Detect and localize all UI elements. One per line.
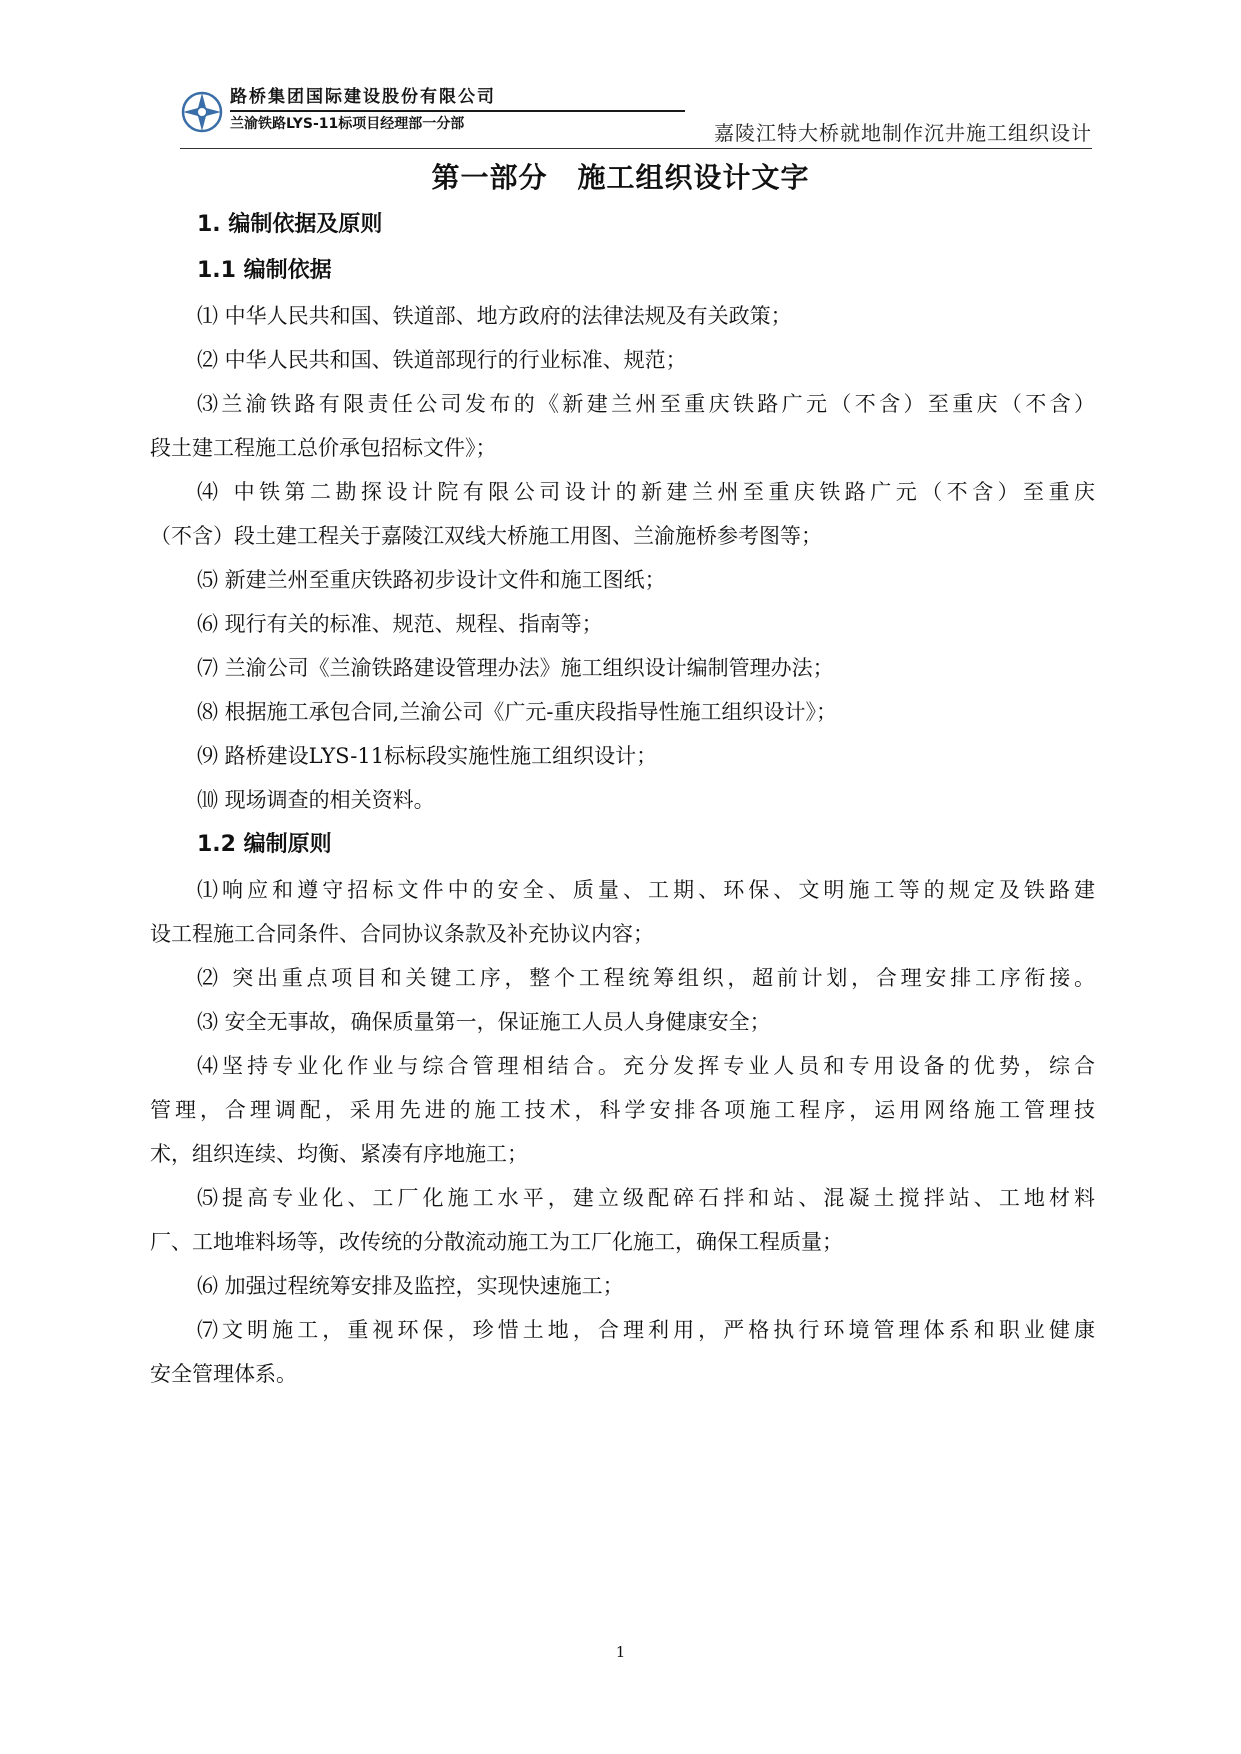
title-part: 第一部分 <box>431 161 548 194</box>
list-item-continuation: 厂、工地堆料场等，改传统的分散流动施工为工厂化施工，确保工程质量； <box>150 1230 843 1254</box>
company-block <box>230 84 685 136</box>
list-item: ⑺ 兰渝公司《兰渝铁路建设管理办法》施工组织设计编制管理办法； <box>197 656 834 680</box>
list-item: ⑹ 加强过程统筹安排及监控，实现快速施工； <box>197 1274 624 1298</box>
header-divider <box>180 148 1092 149</box>
list-item: ⑸ 新建兰州至重庆铁路初步设计文件和施工图纸； <box>197 568 666 592</box>
list-item: ⑴响应和遵守招标文件中的安全、质量、工期、环保、文明施工等的规定及铁路建 <box>197 878 1095 902</box>
subsection-heading: 1.1 编制依据 <box>197 258 332 283</box>
list-item: ⑸提高专业化、工厂化施工水平，建立级配碎石拌和站、混凝土搅拌站、工地材料 <box>197 1186 1095 1210</box>
list-item: ⑷ 中铁第二勘探设计院有限公司设计的新建兰州至重庆铁路广元（不含）至重庆 <box>197 480 1095 504</box>
list-item: ⑺文明施工，重视环保，珍惜土地，合理利用，严格执行环境管理体系和职业健康 <box>197 1318 1095 1342</box>
list-item-continuation: 段土建工程施工总价承包招标文件》； <box>150 436 497 460</box>
company-logo-icon <box>180 90 224 134</box>
subsection-heading: 1.2 编制原则 <box>197 832 332 857</box>
list-item: ⑶兰渝铁路有限责任公司发布的《新建兰州至重庆铁路广元（不含）至重庆（不含） <box>197 392 1095 416</box>
list-item-continuation: （不含）段土建工程关于嘉陵江双线大桥施工用图、兰渝施桥参考图等； <box>150 524 822 548</box>
list-item: ⑽ 现场调查的相关资料。 <box>197 788 435 812</box>
list-item: ⑴ 中华人民共和国、铁道部、地方政府的法律法规及有关政策； <box>197 304 792 328</box>
list-item: ⑵ 突出重点项目和关键工序，整个工程统筹组织，超前计划，合理安排工序衔接。 <box>197 966 1095 990</box>
list-item: ⑹ 现行有关的标准、规范、规程、指南等； <box>197 612 603 636</box>
list-item-continuation: 设工程施工合同条件、合同协议条款及补充协议内容； <box>150 922 654 946</box>
company-name: 路桥集团国际建设股份有限公司 <box>230 87 496 107</box>
document-title: 嘉陵江特大桥就地制作沉井施工组织设计 <box>714 121 1092 145</box>
page-title <box>0 156 1241 196</box>
section-heading: 1. 编制依据及原则 <box>197 212 383 237</box>
title-name: 施工组织设计文字 <box>577 161 810 194</box>
list-item: ⑷坚持专业化作业与综合管理相结合。充分发挥专业人员和专用设备的优势，综合 <box>197 1054 1095 1078</box>
list-item-continuation: 术，组织连续、均衡、紧凑有序地施工； <box>150 1142 528 1166</box>
list-item: ⑼ 路桥建设LYS-11标标段实施性施工组织设计； <box>197 744 658 768</box>
list-item: ⑵ 中华人民共和国、铁道部现行的行业标准、规范； <box>197 348 687 372</box>
project-department: 兰渝铁路LYS-11标项目经理部一分部 <box>230 116 465 132</box>
list-item: ⑶ 安全无事故，确保质量第一，保证施工人员人身健康安全； <box>197 1010 771 1034</box>
document-body <box>150 202 1095 1396</box>
page-header <box>180 84 1092 150</box>
list-item-continuation: 管理，合理调配，采用先进的施工技术，科学安排各项施工程序，运用网络施工管理技 <box>150 1098 1095 1122</box>
list-item-continuation: 安全管理体系。 <box>150 1362 297 1386</box>
page-number: 1 <box>615 1643 626 1661</box>
list-item: ⑻ 根据施工承包合同,兰渝公司《广元-重庆段指导性施工组织设计》； <box>197 700 837 724</box>
